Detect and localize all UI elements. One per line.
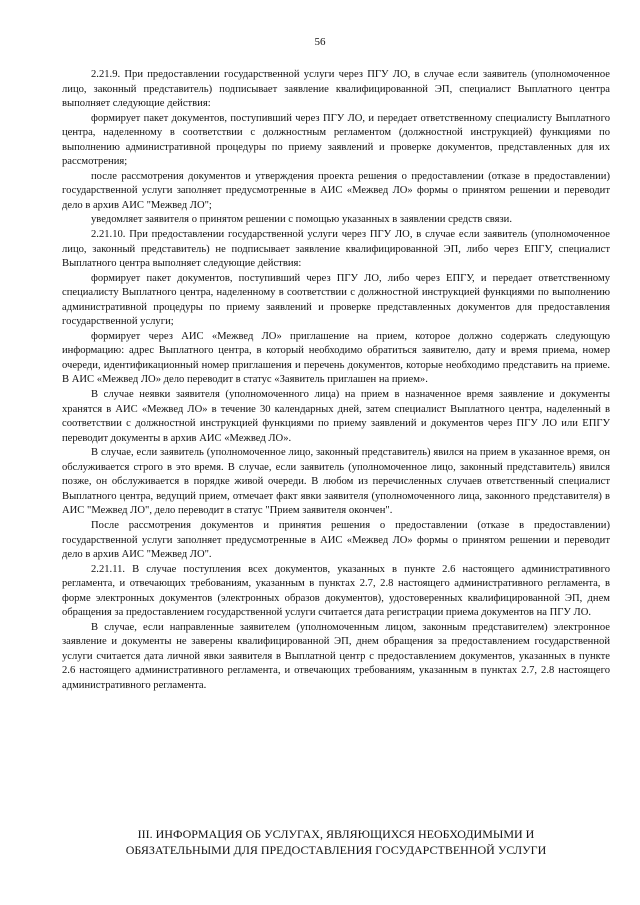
document-body	[62, 68, 610, 694]
section-heading-line-1: III. ИНФОРМАЦИЯ ОБ УСЛУГАХ, ЯВЛЯЮЩИХСЯ НЕОБХОДИМЫМИ И	[137, 827, 535, 841]
paragraph-2-21-10: 2.21.10. При предоставлении государственной услуги через ПГУ ЛО, в случае если заявитель (уполномоченное лицо, законный представитель) не подписывает заявление квалифицированной ЭП, либо через ЕПГУ, специалист Выплатного центра выполняет следующие действия:	[62, 229, 610, 270]
paragraph-form-package: формирует пакет документов, поступивший через ПГУ ЛО, и передает ответственному специалисту Выплатного центра, наделенному в соответствии с должностным регламентом (должностной инструкцией) функциями по выполнению административной процедуры по приему заявлений и проверке документов, представленных для их рассмотрения;	[62, 112, 610, 168]
paragraph-2-21-9: 2.21.9. При предоставлении государственной услуги через ПГУ ЛО, в случае если заявитель (уполномоченное лицо, законный представитель) подписывает заявление квалифицированной ЭП, специалист Выплатного центра выполняет следующие действия:	[62, 69, 610, 110]
paragraph-notify-applicant: уведомляет заявителя о принятом решении с помощью указанных в заявлении средств связи.	[91, 214, 513, 226]
section-heading	[62, 826, 610, 858]
paragraph-after-decision: После рассмотрения документов и принятия решения о предоставлении (отказе в предоставлении) государственной услуги заполняет предусмотренные в АИС «Межвед ЛО» формы о принятом решении и переводит дело в архив АИС "Межвед ЛО".	[62, 519, 610, 561]
paragraph-after-review: после рассмотрения документов и утверждения проекта решения о предоставлении (отказе в предоставлении) государственной услуги заполняет предусмотренные в АИС «Межвед ЛО» формы о принятом решении и переводит дело в архив АИС "Межвед ЛО";	[62, 170, 610, 211]
paragraph-no-show: В случае неявки заявителя (уполномоченного лица) на прием в назначенное время заявление и документы хранятся в АИС «Межвед ЛО» в течение 30 календарных дней, затем специалист Выплатного центра, наделенный в соответствии с должностной инструкцией функциями по приему заявлений и документов через ПГУ ЛО или ЕПГУ переводит документы в архив АИС «Межвед ЛО».	[62, 389, 610, 444]
paragraph-not-certified: В случае, если направленные заявителем (уполномоченным лицом, законным представителем) электронное заявление и документы не заверены квалифицированной ЭП, днем обращения за предоставлением государственной услуги считается дата личной явки заявителя в Выплатной центр с предоставлением документов, указанных в пункте 2.6 настоящего административного регламента, и отвечающих требованиям, указанным в пунктах 2.7, 2.8 настоящего административного регламента.	[62, 621, 610, 691]
page-number: 56	[314, 36, 326, 48]
section-heading-line-2: ОБЯЗАТЕЛЬНЫМИ ДЛЯ ПРЕДОСТАВЛЕНИЯ ГОСУДАРСТВЕННОЙ УСЛУГИ	[125, 843, 547, 857]
paragraph-appearance: В случае, если заявитель (уполномоченное лицо, законный представитель) явился на прием в указанное время, он обслуживается строго в это время. В случае, если заявитель (уполномоченное лицо, законный представитель) явился позже, он обслуживается в порядке живой очереди. В любом из перечисленных случаев ответственный специалист Выплатного центра, ведущий прием, отмечает факт явки заявителя (уполномоченного лица, законного представителя) в АИС "Межвед ЛО", дело переводит в статус "Прием заявителя окончен".	[62, 447, 610, 517]
paragraph-invitation: формирует через АИС «Межвед ЛО» приглашение на прием, которое должно содержать следующую информацию: адрес Выплатного центра, в который необходимо обратиться заявителю, дату и время приема, номер очереди, идентификационный номер приглашения и перечень документов, которые необходимо представить на приеме. В АИС «Межвед ЛО» дело переводит в статус «Заявитель приглашен на прием».	[62, 330, 610, 386]
paragraph-form-package-epgu: формирует пакет документов, поступивший через ПГУ ЛО, либо через ЕПГУ, и передает ответственному специалисту Выплатного центра, наделенному в соответствии с должностной инструкцией функциями по выполнению административной процедуры по приему заявлений и проверке представленных документов для предоставления государственной услуги;	[62, 272, 610, 328]
paragraph-2-21-11: 2.21.11. В случае поступления всех документов, указанных в пункте 2.6 настоящего административного регламента, и отвечающих требованиям, указанным в пунктах 2.7, 2.8 настоящего административного регламента, в форме электронных документов (электронных образов документов), удостоверенных квалифицированной ЭП, днем обращения за предоставлением государственной услуги считается дата регистрации приема документов на ПГУ ЛО.	[62, 563, 610, 619]
